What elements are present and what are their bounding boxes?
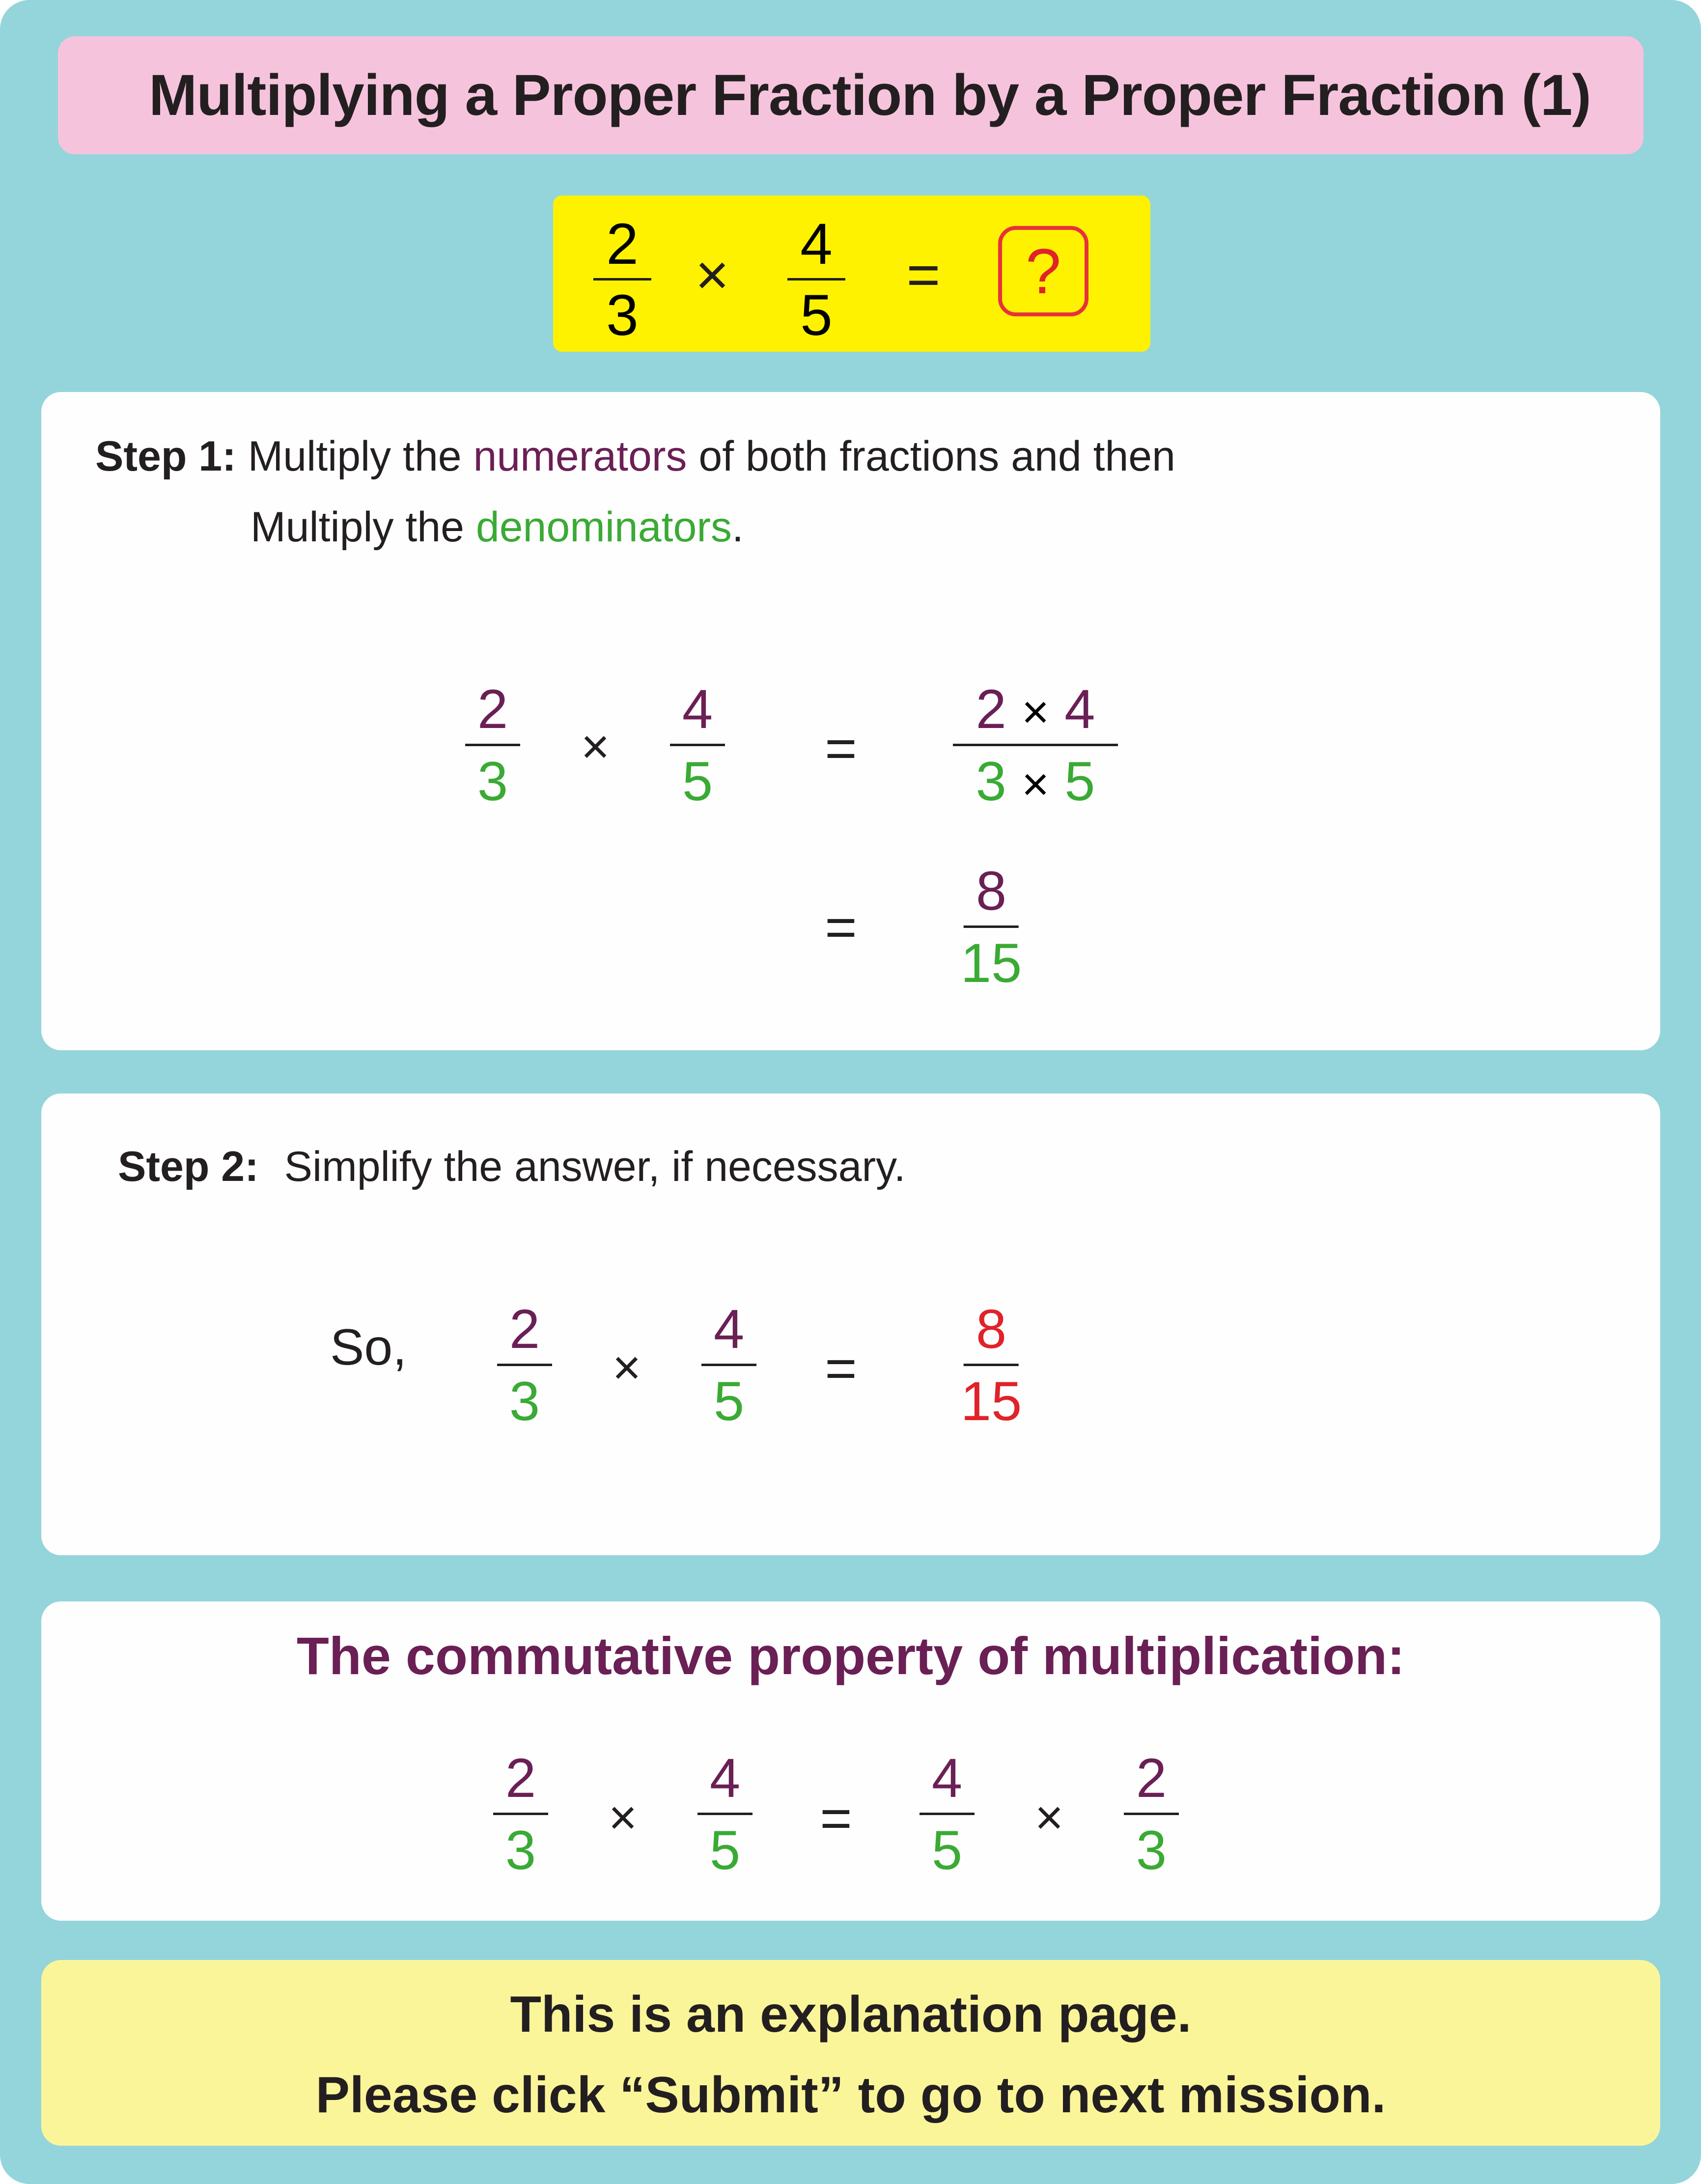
times-sign: × [612, 1340, 641, 1395]
page-title: Multiplying a Proper Fraction by a Proper Fraction (1) [149, 63, 1591, 128]
equals-sign: = [825, 1338, 857, 1399]
product-denominator-b: 5 [1064, 751, 1095, 812]
fraction-bar [670, 744, 725, 746]
note-line-2: Please click “Submit” to go to next mission. [315, 2067, 1386, 2124]
numerator: 8 [976, 1298, 1007, 1360]
fraction-bar [493, 1813, 548, 1815]
times-sign: × [581, 719, 610, 774]
numerator: 4 [931, 1747, 963, 1809]
denominator: 3 [606, 283, 639, 348]
step2-fraction-a [497, 1298, 552, 1432]
numerators-highlight: numerators [473, 433, 687, 480]
fraction-bar [593, 278, 651, 280]
product-numerator [976, 678, 1095, 740]
step1-line1 [95, 432, 1175, 481]
left-fraction-b [697, 1747, 753, 1881]
problem-fraction-a [593, 212, 651, 348]
commutative-card [41, 1601, 1660, 1921]
problem-fraction-b [787, 212, 845, 348]
denominator: 5 [682, 751, 713, 812]
numerator: 4 [800, 212, 833, 277]
numerator: 4 [709, 1747, 741, 1809]
product-numerator-a: 2 [976, 678, 1006, 740]
step1-label: Step 1: [95, 433, 236, 480]
fraction-bar [953, 744, 1118, 746]
numerator: 4 [682, 678, 713, 740]
product-denominator [976, 751, 1095, 812]
denominator: 5 [931, 1820, 963, 1881]
left-fraction-a [493, 1747, 548, 1881]
fraction-bar [497, 1364, 552, 1366]
step1-line2-text-a: Multiply the [251, 504, 464, 551]
product-denominator-a: 3 [976, 751, 1006, 812]
times-sign: × [608, 1790, 638, 1845]
times-sign: × [695, 243, 729, 308]
denominator: 5 [709, 1820, 741, 1881]
denominator: 5 [713, 1371, 745, 1432]
fraction-bar [465, 744, 520, 746]
fraction-bar [701, 1364, 756, 1366]
step1-card [41, 392, 1660, 1050]
numerator: 4 [713, 1298, 745, 1360]
fraction-bar [964, 1364, 1019, 1366]
step1-line1-text-b: of both fractions and then [698, 433, 1175, 480]
step2-card [41, 1093, 1660, 1555]
denominator: 15 [960, 932, 1022, 994]
product-numerator-b: 4 [1064, 678, 1095, 740]
answer-placeholder-box [998, 226, 1088, 316]
denominators-highlight: denominators [475, 504, 732, 551]
right-fraction-b [1124, 1747, 1179, 1881]
answer-fraction [960, 1298, 1022, 1432]
step2-label: Step 2: [118, 1143, 259, 1190]
note-line-1: This is an explanation page. [510, 1986, 1192, 2043]
step1-result-fraction [960, 860, 1022, 994]
denominator: 15 [960, 1371, 1022, 1432]
explanation-note [41, 1960, 1660, 2146]
numerator: 2 [1136, 1747, 1167, 1809]
right-fraction-a [920, 1747, 975, 1881]
title-bar [58, 36, 1644, 154]
step1-fraction-a [465, 678, 520, 812]
so-label: So, [330, 1319, 407, 1376]
equals-sign: = [825, 896, 857, 958]
step2-fraction-b [701, 1298, 756, 1432]
equals-sign: = [825, 718, 857, 779]
denominator: 3 [509, 1371, 540, 1432]
fraction-bar [1124, 1813, 1179, 1815]
step1-fraction-b [670, 678, 725, 812]
question-mark: ? [1025, 235, 1061, 307]
fraction-bar [920, 1813, 975, 1815]
denominator: 3 [1136, 1820, 1167, 1881]
times-sign: × [1021, 758, 1050, 811]
step2-line [118, 1143, 906, 1191]
numerator: 2 [606, 212, 639, 277]
fraction-bar [697, 1813, 753, 1815]
numerator: 2 [509, 1298, 540, 1360]
step1-line1-text-a: Multiply the [248, 433, 462, 480]
numerator: 2 [505, 1747, 536, 1809]
equals-sign: = [820, 1788, 852, 1849]
fraction-bar [964, 925, 1019, 928]
numerator: 2 [477, 678, 508, 740]
denominator: 3 [477, 751, 508, 812]
fraction-bar [787, 278, 845, 280]
step2-text: Simplify the answer, if necessary. [284, 1143, 906, 1190]
numerator: 8 [976, 860, 1007, 922]
denominator: 3 [505, 1820, 536, 1881]
commutative-heading: The commutative property of multiplication: [296, 1626, 1405, 1685]
step1-line2 [251, 503, 744, 552]
step1-product-fraction [953, 678, 1118, 812]
step1-line2-period: . [731, 504, 744, 551]
times-sign: × [1034, 1790, 1064, 1845]
equals-sign: = [906, 243, 941, 308]
denominator: 5 [800, 283, 833, 348]
times-sign: × [1021, 686, 1050, 738]
